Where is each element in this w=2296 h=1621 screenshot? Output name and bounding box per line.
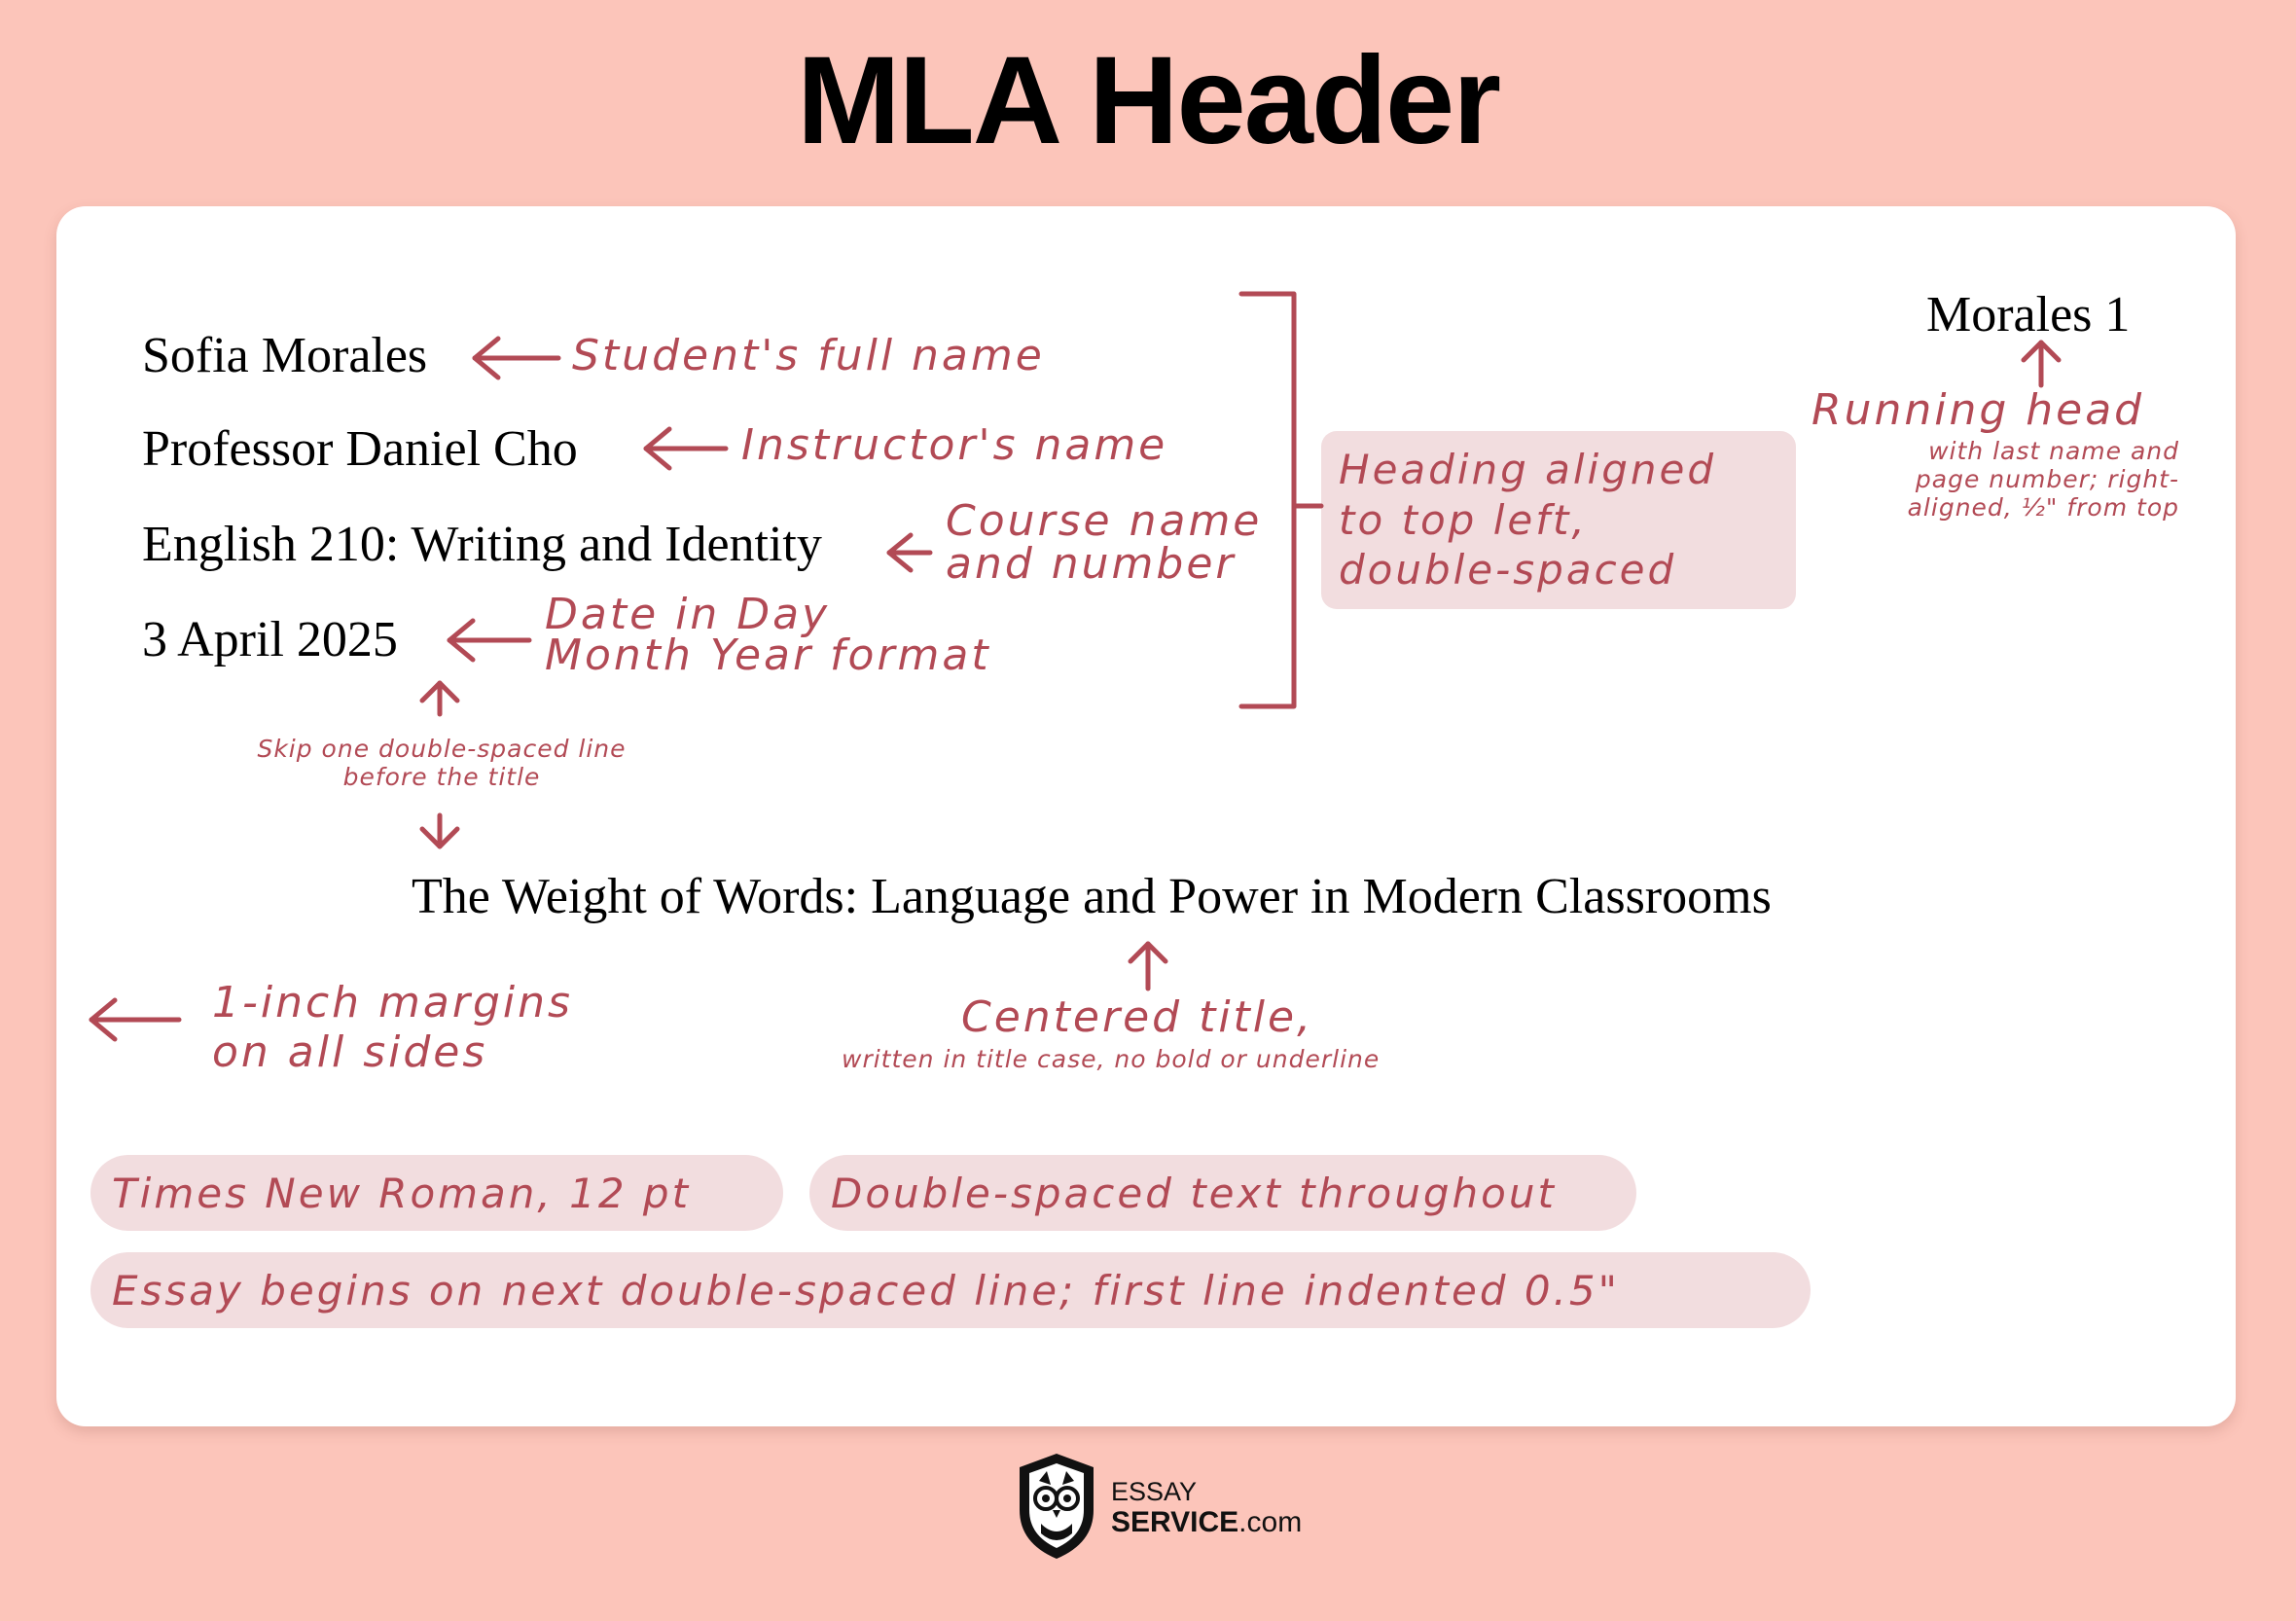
logo-text-bold: SERVICE	[1111, 1506, 1239, 1538]
course-name: English 210: Writing and Identity	[142, 517, 822, 572]
logo-text-suffix: .com	[1238, 1506, 1303, 1538]
annotation-running-head-detail: with last name and page number; right- aligned, ½" from top	[1907, 437, 2179, 522]
annotation-date: Date in Day Month Year format	[545, 590, 991, 680]
annotation-centered-title-detail: written in title case, no bold or underline	[842, 1045, 1381, 1073]
running-head: Morales 1	[1926, 287, 2131, 342]
tag-essay-start: Essay begins on next double-spaced line; first line indented 0.5"	[90, 1252, 1811, 1328]
tag-spacing: Double-spaced text throughout	[809, 1155, 1636, 1231]
annotation-running-head: Running head	[1812, 385, 2145, 435]
instructor-name: Professor Daniel Cho	[142, 421, 578, 477]
student-name: Sofia Morales	[142, 328, 428, 383]
footer-logo[interactable]	[1012, 1450, 1304, 1567]
heading-callout	[1321, 431, 1796, 609]
owl-icon	[1012, 1450, 1101, 1563]
date-line: 3 April 2025	[142, 612, 398, 667]
annotation-instructor-name: Instructor's name	[741, 420, 1168, 470]
essay-title: The Weight of Words: Language and Power in Modern Classrooms	[412, 869, 1772, 924]
annotation-margins: 1-inch margins on all sides	[212, 978, 573, 1077]
logo-text-top: ESSAY	[1111, 1477, 1198, 1506]
heading-callout-text: Heading aligned to top left, double-spaced	[1339, 446, 1716, 594]
annotation-course: Course name and number	[946, 496, 1263, 589]
annotation-student-name: Student's full name	[572, 331, 1045, 380]
annotation-skip-line: Skip one double-spaced line before the title	[257, 735, 627, 791]
annotation-centered-title: Centered title,	[961, 992, 1314, 1042]
page-title: MLA Header	[796, 31, 1500, 170]
tag-font: Times New Roman, 12 pt	[90, 1155, 783, 1231]
logo-text-bottom	[1111, 1508, 1302, 1537]
